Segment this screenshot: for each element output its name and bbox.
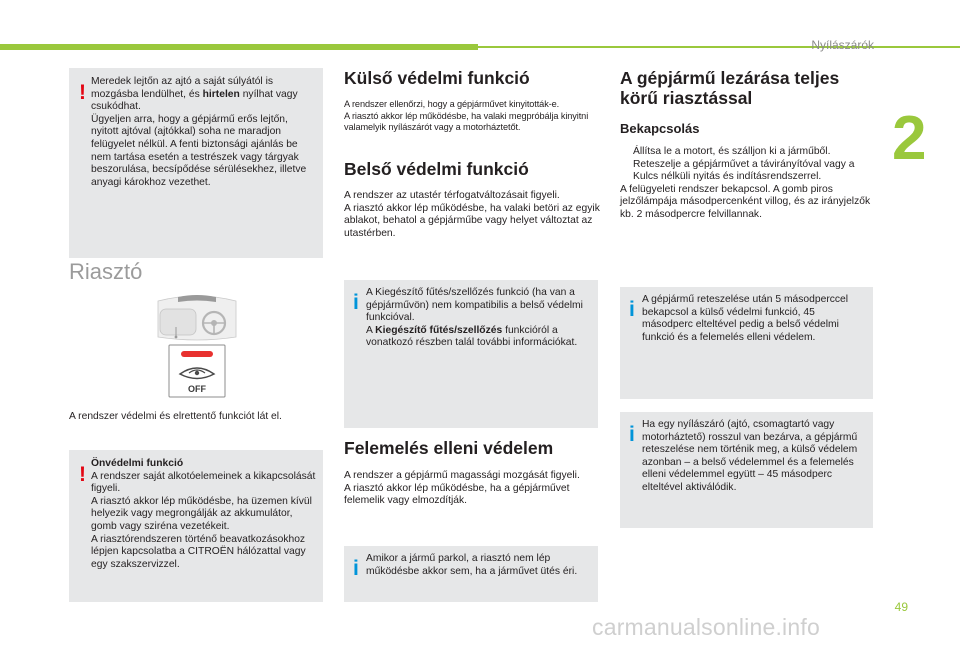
watermark: carmanualsonline.info (592, 614, 820, 640)
info-heating-text: A Kiegészítő fűtés/szellőzés funkció (ha van a gépjárművön) nem kompatibilis a belső védelmi funkcióval. A Kiegészítő fűtés/szellőzés funkcióról a vonatkozó részben talál további információkat. (366, 287, 583, 349)
info-icon: i (629, 423, 635, 446)
bekapcsolas-steps (620, 146, 882, 222)
header-green-bar (0, 44, 478, 50)
info-icon: i (353, 557, 359, 580)
info-box-heating (344, 280, 598, 428)
info-box-parking (344, 546, 598, 602)
warning-box-self-protection (69, 450, 323, 602)
info-box-activation-delay (620, 287, 873, 399)
warning-exclamation-icon: ! (79, 463, 86, 486)
step-item: Állítsa le a motort, és szálljon ki a járműből. (633, 146, 831, 157)
subheading-bekapcsolas: Bekapcsolás (620, 121, 700, 136)
alarm-button-figure (152, 291, 242, 401)
info-door-not-closed-text: Ha egy nyílászáró (ajtó, csomagtartó vagy motorháztető) rosszul van bezárva, a gépjármű reteszelése nem történik meg, a külső védelem azonban – a belső védelemmel és a felemelés elleni védelemmel együtt – 45 másodperc elteltével aktiválódik. (642, 419, 858, 493)
section-heading-riaszto: Riasztó (69, 259, 143, 284)
chapter-number: 2 (892, 104, 927, 173)
felemeles-text: A rendszer a gépjármű magassági mozgását figyeli. A riasztó akkor lép működésbe, ha a gépjárművet felemelik vagy elmozdítják. (344, 470, 580, 507)
belso-vedelmi-text: A rendszer az utastér térfogatváltozásait figyeli. A riasztó akkor lép működésbe, ha valaki betöri az egyik ablakot, behatol a gépjárműbe vagy helyet változtat az utastérben. (344, 190, 600, 239)
alarm-caption: A rendszer védelmi és elrettentő funkciót lát el. (69, 411, 282, 422)
alarm-off-label: OFF (188, 384, 206, 394)
heading-belso-vedelmi: Belső védelmi funkció (344, 159, 529, 179)
info-box-door-not-closed (620, 412, 873, 528)
header-green-line (478, 46, 960, 48)
heading-felemeles: Felemelés elleni védelem (344, 438, 554, 458)
section-title: Nyílászárók (811, 38, 874, 52)
alarm-led-indicator (181, 351, 213, 357)
warning-box-slope (69, 68, 323, 258)
heading-lezaras: A gépjármű lezárása teljes körű riasztással (620, 68, 840, 108)
bekapcsolas-result-text: A felügyeleti rendszer bekapcsol. A gomb piros jelzőlámpája másodpercenként villog, és az irányjelzők kb. 2 másodpercre felvillannak. (620, 183, 871, 220)
warning-self-protection-text: Önvédelmi funkció A rendszer saját alkotóelemeinek a kikapcsolását figyeli. A riasztó akkor lép működésbe, ha üzemen kívül helyezik vagy megrongálják az akkumulátor, gomb vagy sziréna vezetékeit. A riasztórendszeren történő beavatkozásokhoz lépjen kapcsolatba a CITROËN hálózattal vagy egy szakszervizzel. (91, 458, 316, 570)
info-icon: i (353, 291, 359, 314)
heading-kulso-vedelmi: Külső védelmi funkció (344, 68, 530, 88)
info-activation-delay-text: A gépjármű reteszelése után 5 másodperccel bekapcsol a külső védelmi funkció, 45 másodperc elteltével pedig a belső védelmi funkció és a felemelés elleni védelem. (642, 294, 849, 343)
page-number: 49 (894, 600, 908, 614)
info-icon: i (629, 298, 635, 321)
warning-slope-text: Meredek lejtőn az ajtó a saját súlyától is mozgásba lendülhet, és hirtelen nyílhat vagy csukódhat. Ügyeljen arra, hogy a gépjármű erős lejtőn, nyitott ajtóval (ajtókkal) soha ne maradjon felügyelet nélkül. A fenti biztonsági ajánlás be nem tartása esetén a testrészek vagy tárgyak beszorulása, becsípődése sérülésekhez, illetve anyagi károkhoz vezethet. (91, 76, 307, 188)
warning-exclamation-icon: ! (79, 81, 86, 104)
kulso-vedelmi-text: A rendszer ellenőrzi, hogy a gépjárművet kinyitották-e. A riasztó akkor lép működésbe, ha valaki megpróbálja kinyitni valamelyik nyílászárót vagy a motorháztetőt. (344, 99, 589, 133)
step-item: Reteszelje a gépjárművet a távirányítóval vagy a Kulcs nélküli nyitás és indításrendszerrel. (633, 158, 855, 183)
info-parking-text: Amikor a jármű parkol, a riasztó nem lép működésbe akkor sem, ha a járművet ütés éri. (366, 553, 578, 577)
